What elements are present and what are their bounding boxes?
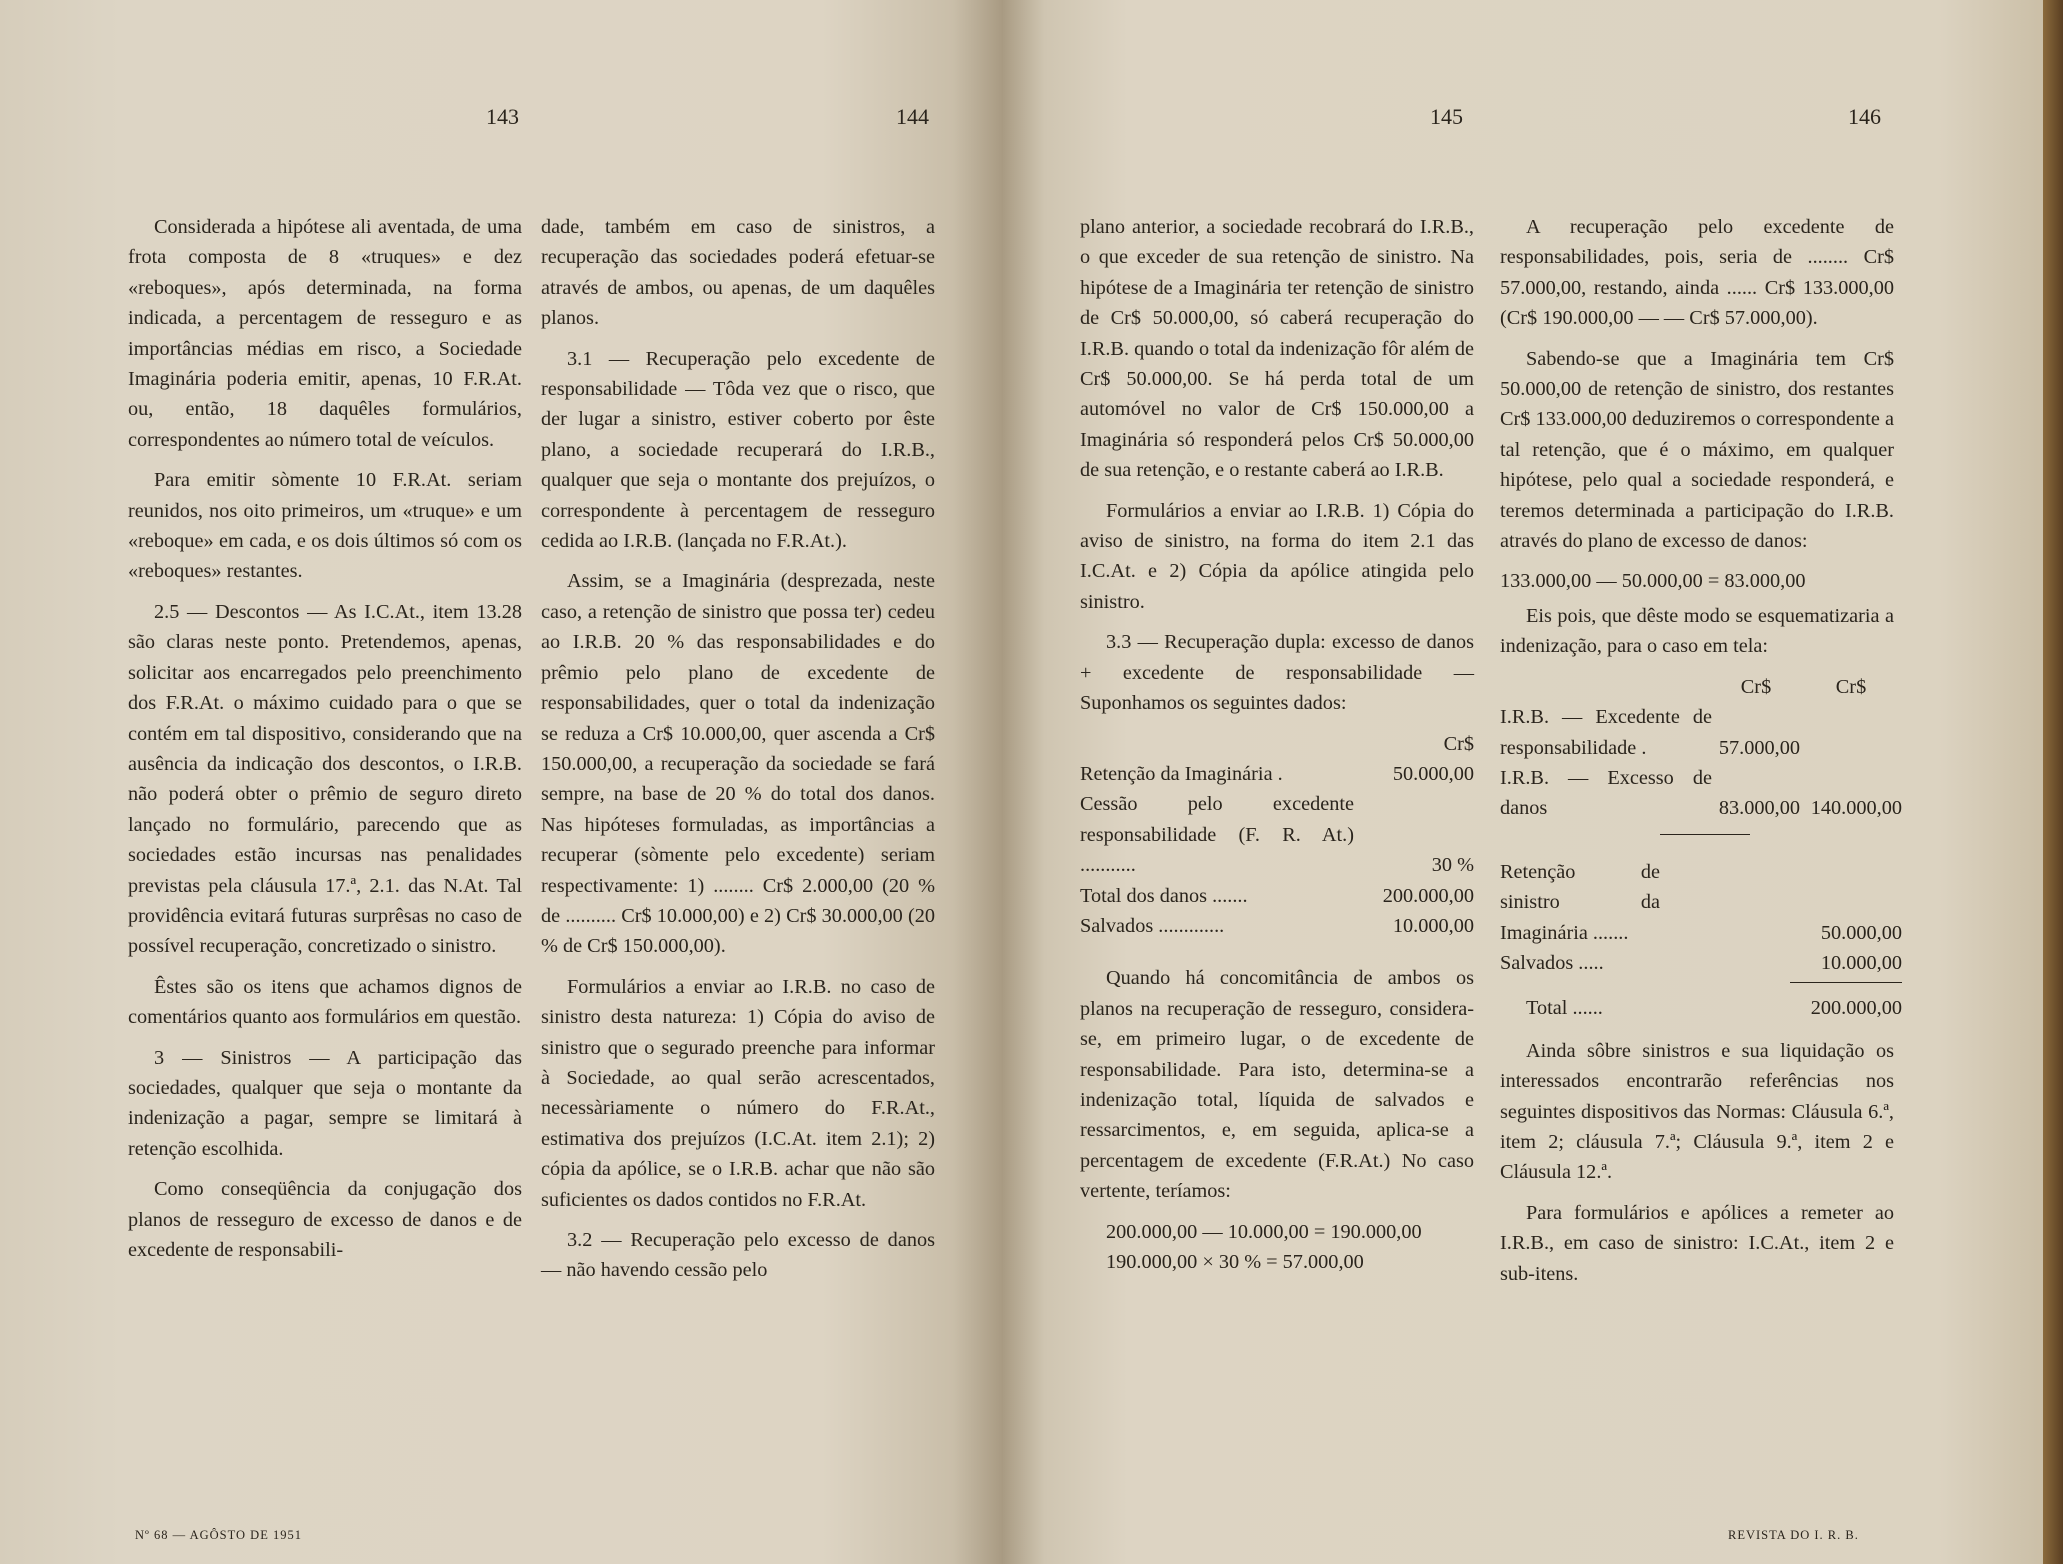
paragraph: Quando há concomitância de ambos os planos na recuperação de resseguro, considera-se, em primeiro lugar, o de excedente de responsabilidade. Para isto, determina-se a indenização total, líquida de salvados e ressarcimentos, e, em seguida, aplica-se a percentagem de excedente (F.R.At.) No caso vertente, teríamos: [1080,967,1474,1203]
currency-header: Cr$ [1835,675,1867,698]
row-label: I.R.B. — Excesso de danos [1500,766,1712,820]
row-label: Salvados ............. [1080,914,1225,937]
row-label: Salvados ..... [1500,951,1604,974]
row-value [1800,702,1902,763]
paragraph: plano anterior, a sociedade recobrará do I.R.B., o que exceder de sua retenção de sinistro. Na hipótese de a Imaginária ter retenção de sinistro de Cr$ 50.000,00, só caberá recuperação do I.R.B. quando o total da indenização fôr além de Cr$ 50.000,00. Se há perda total de um automóvel no valor de Cr$ 150.000,00 a Imaginária só responderá pelos Cr$ 50.000,00 de sua retenção, e o restante caberá ao I.R.B. [1080,216,1474,482]
paragraph: Assim, se a Imaginária (desprezada, neste caso, a retenção de sinistro que possa ter) cedeu ao I.R.B. 20 % das responsabilidades e do prêmio pelo plano de excedente de responsabilidades, quer o total da indenização se reduza a Cr$ 10.000,00, quer ascenda a Cr$ 150.000,00, a recuperação da sociedade se fará sempre, na base de 20 % do total dos danos. Nas hipóteses formuladas, as importâncias a recuperar (sòmente pelo excedente) seriam respectivamente: 1) ........ Cr$ 2.000,00 (20 % de .......... Cr$ 10.000,00) e 2) Cr$ 30.000,00 (20 % de Cr$ 150.000,00). [541,570,935,958]
row-label: I.R.B. — Excedente de responsabilidade . [1500,706,1712,759]
total-value: 200.000,00 [1810,997,1902,1020]
paragraph: 3.2 — Recuperação pelo excesso de danos — não havendo cessão pelo [541,1229,935,1282]
row-value: 83.000,00 [1718,797,1800,820]
paragraph: Formulários a enviar ao I.R.B. 1) Cópia do aviso de sinistro, na forma do item 2.1 das I.C.At. e 2) Cópia da apólice atingida pelo sinistro. [1080,499,1474,613]
data-table [1080,729,1474,942]
column-page-146 [1500,212,1902,1299]
paragraph: 3.1 — Recuperação pelo excedente de responsabilidade — Tôda vez que o risco, que der lugar a sinistro, estiver coberto por êste plano, a sociedade recuperará do I.R.B., qualquer que seja o montante dos prejuízos, o correspondente à percentagem de resseguro cedida ao I.R.B. (lançada no F.R.At.). [541,347,935,553]
page-number-145: 145 [1430,104,1463,129]
page-number-144: 144 [896,104,929,129]
paragraph: Considerada a hipótese ali aventada, de uma frota composta de 8 «truques» e dez «reboques», após determinada, na forma indicada, a percentagem de resseguro e as importâncias médias em risco, a Sociedade Imaginária poderia emitir, apenas, 10 F.R.At. ou, então, 18 daquêles formulários, correspondentes ao número total de veículos. [128,216,522,451]
paragraph: 2.5 — Descontos — As I.C.At., item 13.28 são claras neste ponto. Pretendemos, apenas, solicitar aos encarregados pelo preenchimento dos F.R.At. o máximo cuidado para o que se contém em tal dispositivo, considerando que na ausência da indicação dos descontos, o I.R.B. não poderá obter o prêmio de seguro direto lançado no formulário, parecendo que as sociedades estão incursas nas penalidades previstas pela cláusula 17.ª, 2.1. das N.At. Tal providência evitará futuras surprêsas no caso de possível recuperação, concretizado o sinistro. [128,600,522,958]
column-page-145 [1080,212,1474,1287]
row-label: Cessão pelo excedente responsabilidade (F. R. At.) ........... [1080,793,1354,877]
footer-left: Nº 68 — AGÔSTO DE 1951 [135,1528,302,1542]
column-page-143 [128,212,522,1275]
book-edge [2043,0,2063,1564]
row-value: 200.000,00 [1382,884,1474,907]
equation: 133.000,00 — 50.000,00 = 83.000,00 [1500,570,1806,593]
paragraph: Êstes são os itens que achamos dignos de comentários quanto aos formulários em questão. [128,975,522,1029]
total-row [1500,993,1902,1023]
paragraph: dade, também em caso de sinistros, a recuperação das sociedades poderá efetuar-se através de ambos, ou apenas, de um daquêles planos. [541,216,935,330]
footer-right: REVISTA DO I. R. B. [1728,1528,1859,1542]
row-value: 50.000,00 [1820,921,1902,944]
paragraph: Para formulários e apólices a remeter ao I.R.B., em caso de sinistro: I.C.At., item 2 e sub-itens. [1500,1201,1894,1285]
row-value: 10.000,00 [1392,914,1474,937]
paragraph: Sabendo-se que a Imaginária tem Cr$ 50.000,00 de retenção de sinistro, dos restantes Cr$ 133.000,00 deduziremos o correspondente a tal retenção, que é o máximo, em qualquer hipótese, pelo qual a sociedade responderá, e teremos determinada a participação do I.R.B. através do plano de excesso de danos: [1500,347,1894,553]
paragraph: Ainda sôbre sinistros e sua liquidação os interessados encontrarão referências nos seguintes dispositivos das Normas: Cláusula 6.ª, item 2; cláusula 7.ª; Cláusula 9.ª, item 2 e Cláusula 12.ª. [1500,1039,1894,1184]
row-value: 10.000,00 [1820,951,1902,974]
page-number-146: 146 [1848,104,1881,129]
row-label: Retenção da Imaginária . [1080,762,1283,785]
paragraph: Como conseqüência da conjugação dos planos de resseguro de excesso de danos e de excedente de responsabili- [128,1178,522,1261]
paragraph: Eis pois, que dêste modo se esquematizaria a indenização, para o caso em tela: [1500,604,1894,658]
paragraph: 3 — Sinistros — A participação das sociedades, qualquer que seja o montante da indenização a pagar, sempre se limitará à retenção escolhida. [128,1046,522,1160]
paragraph: A recuperação pelo excedente de responsabilidades, pois, seria de ........ Cr$ 57.000,00, restando, ainda ...... Cr$ 133.000,00 (Cr$ 190.000,00 — — Cr$ 57.000,00). [1500,216,1894,330]
row-value: 50.000,00 [1392,762,1474,785]
currency-header: Cr$ [1443,732,1474,755]
summary-table [1500,672,1902,824]
sum-line [1790,982,1902,983]
column-page-144 [541,212,935,1296]
equation: 200.000,00 — 10.000,00 = 190.000,00 [1106,1220,1422,1243]
row-value: 140.000,00 [1810,797,1902,820]
currency-header: Cr$ [1740,675,1772,698]
paragraph: 3.3 — Recuperação dupla: excesso de danos + excedente de responsabilidade — Suponhamos os seguintes dados: [1080,631,1474,715]
total-label: Total ...... [1526,997,1603,1020]
paragraph: Formulários a enviar ao I.R.B. no caso de sinistro desta natureza: 1) Cópia do aviso de sinistro que o segurado preenche para informar à Sociedade, ao qual serão acrescentados, necessàriamente o número do F.R.At., estimativa dos prejuízos (I.C.At. item 2.1); 2) cópia da apólice, se o I.R.B. achar que não são suficientes os dados contidos no F.R.At. [541,975,935,1211]
row-value: 57.000,00 [1718,736,1800,759]
row-label: Total dos danos ....... [1080,884,1248,907]
row-label: Retenção de sinistro da Imaginária ....... [1500,860,1660,944]
totals-table [1500,857,1902,979]
page-number-143: 143 [486,104,519,129]
row-value: 30 % [1431,854,1474,877]
paragraph: Para emitir sòmente 10 F.R.At. seriam reunidos, nos oito primeiros, um «truque» e um «reboque» em cada, e os dois últimos só com os «reboques» restantes. [128,469,522,583]
divider [1660,834,1750,835]
equation: 190.000,00 × 30 % = 57.000,00 [1106,1251,1364,1273]
